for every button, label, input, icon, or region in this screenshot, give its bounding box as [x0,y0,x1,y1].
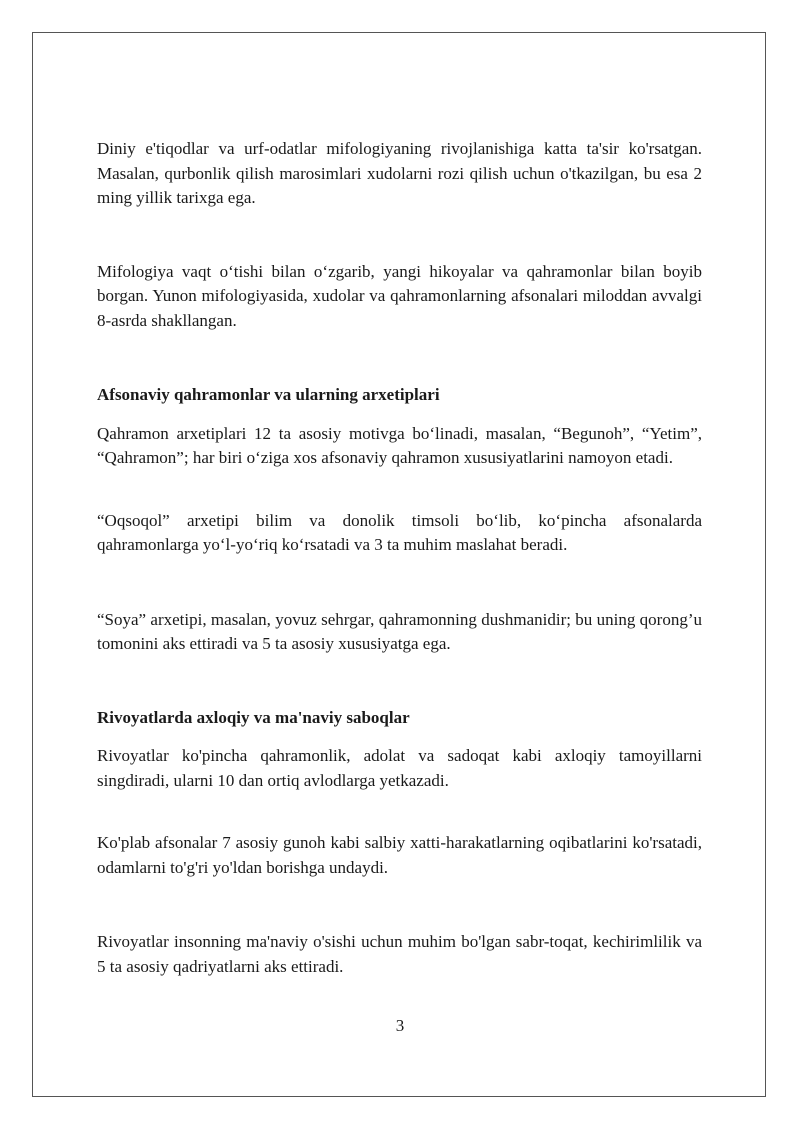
paragraph-shadow-archetype: “Soya” arxetipi, masalan, yovuz sehrgar, qahramonning dushmanidir; bu uning qorong’u tomonini aks ettiradi va 5 ta asosiy xususiyatga ega. [97,609,702,653]
paragraph-seven-sins: Ko'plab afsonalar 7 asosiy gunoh kabi salbiy xatti-harakatlarning oqibatlarini ko'rsatadi, odamlarni to'g'ri yo'ldan borishga undaydi. [97,833,702,877]
paragraph-sage-archetype: “Oqsoqol” arxetipi bilim va donolik timsoli bo‘lib, ko‘pincha afsonalarda qahramonlarga yo‘l-yo‘riq ko‘rsatadi va 3 ta muhim maslahat beradi. [97,510,702,554]
paragraph-mythology-evolution: Mifologiya vaqt o‘tishi bilan o‘zgarib, yangi hikoyalar va qahramonlar bilan boyib borgan. Yunon mifologiyasida, xudolar va qahramonlarning afsonalari miloddan avvalgi 8-asrda shakllangan. [97,261,702,330]
paragraph-moral-principles: Rivoyatlar ko'pincha qahramonlik, adolat va sadoqat kabi axloqiy tamoyillarni singdiradi, ularni 10 dan ortiq avlodlarga yetkazadi. [97,746,702,790]
document-body [97,137,702,979]
section-heading-archetypes: Afsonaviy qahramonlar va ularning arxetiplari [97,385,440,404]
paragraph-spiritual-growth: Rivoyatlar insonning ma'naviy o'sishi uchun muhim bo'lgan sabr-toqat, kechirimlilik va 5 ta asosiy qadriyatlarni aks ettiradi. [97,932,702,976]
paragraph-hero-archetypes: Qahramon arxetiplari 12 ta asosiy motivga bo‘linadi, masalan, “Begunoh”, “Yetim”, “Qahramon”; har biri o‘ziga xos afsonaviy qahramon xususiyatlarini namoyon etadi. [97,423,702,467]
section-heading-moral-lessons: Rivoyatlarda axloqiy va ma'naviy saboqlar [97,707,410,727]
paragraph-religion-rituals: Diniy e'tiqodlar va urf-odatlar mifologiyaning rivojlanishiga katta ta'sir ko'rsatgan. Masalan, qurbonlik qilish marosimlari xudolarni rozi qilish uchun o'tkazilgan, bu esa 2 ming yillik tarixga ega. [97,139,702,207]
page-number: 3 [395,1016,405,1035]
